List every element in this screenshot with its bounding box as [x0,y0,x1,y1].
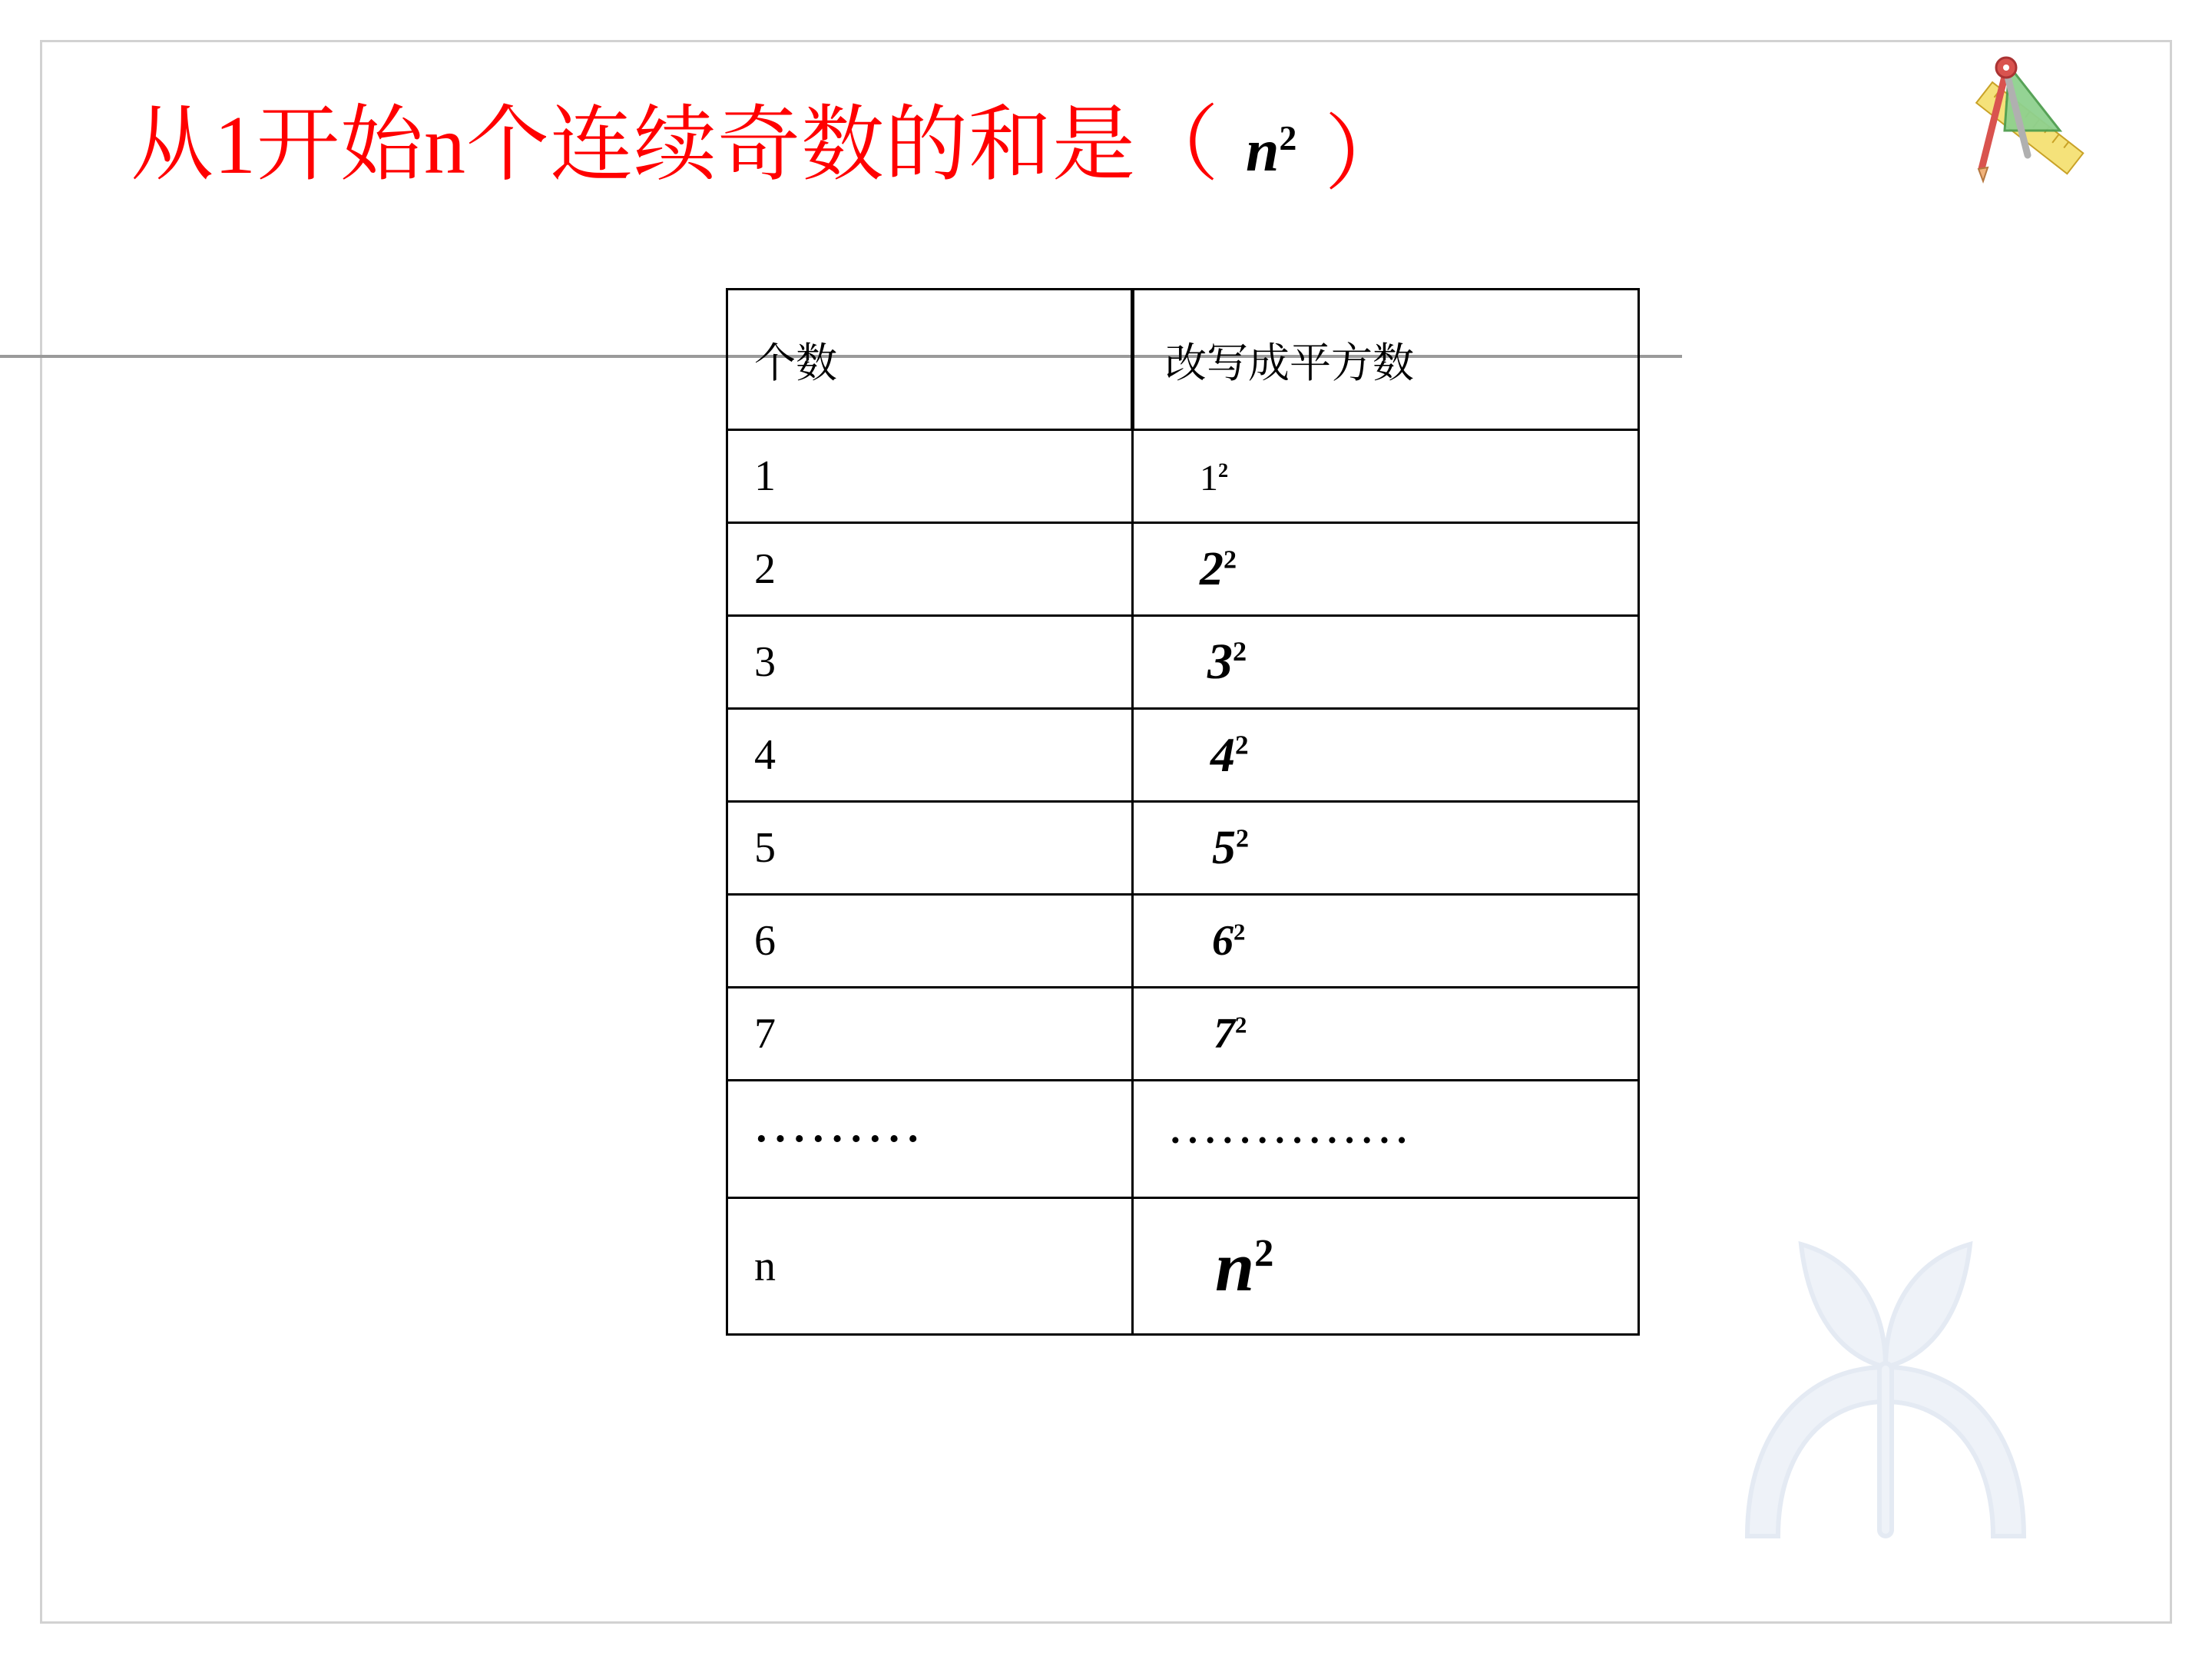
ruler-compass-clipart [1936,40,2097,201]
row-square-exp-1: 2 [1218,459,1229,482]
row-square-exp-3: 2 [1233,636,1247,667]
row-square-7 [1133,988,1639,1081]
row-square-1 [1133,430,1639,523]
row-square-base-7: 7 [1214,1010,1235,1058]
row-count-1: 1 [727,430,1133,523]
table-row [727,895,1639,988]
table-header-count: 个数 [727,290,1133,430]
ellipsis-left: ········· [754,1115,926,1163]
row-square-6 [1133,895,1639,988]
table-row [727,709,1639,802]
row-square-4 [1133,709,1639,802]
table-row [727,616,1639,709]
row-square-base-4: 4 [1210,727,1235,782]
sprout-hands-watermark [1655,1137,2131,1613]
row-square-exp-4: 2 [1235,730,1249,760]
row-square-base-5: 5 [1212,821,1236,874]
row-count-6: 6 [727,895,1133,988]
row-count-ellipsis [727,1081,1133,1198]
row-square-exp-7: 2 [1235,1012,1247,1038]
row-square-n [1133,1198,1639,1335]
row-count-7: 7 [727,988,1133,1081]
table-header-square: 改写成平方数 [1133,290,1639,430]
row-square-base-n: n [1215,1227,1255,1306]
row-count-2: 2 [727,523,1133,616]
row-square-exp-5: 2 [1236,823,1250,853]
row-square-ellipsis [1133,1081,1639,1198]
row-square-exp-2: 2 [1224,545,1237,574]
row-square-exp-n: 2 [1254,1230,1274,1274]
row-square-base-1: 1 [1200,458,1218,498]
row-square-exp-6: 2 [1233,919,1246,945]
title-answer-exponent: 2 [1279,118,1297,157]
title-answer-base: n [1246,117,1280,184]
row-count-4: 4 [727,709,1133,802]
table-header-row [727,290,1639,430]
row-count-n: n [727,1198,1133,1335]
squares-table-wrap [726,288,1617,1336]
squares-table [726,288,1640,1336]
row-square-base-3: 3 [1207,634,1233,690]
title-text: 从1开始n个连续奇数的和是（ [131,99,1220,191]
table-row [727,802,1639,895]
table-row [727,988,1639,1081]
title-answer-expression [1246,116,1296,185]
row-count-5: 5 [727,802,1133,895]
table-row [727,523,1639,616]
row-square-3 [1133,616,1639,709]
table-row-ellipsis [727,1081,1639,1198]
row-count-3: 3 [727,616,1133,709]
table-row [727,430,1639,523]
row-square-5 [1133,802,1639,895]
row-square-base-6: 6 [1212,917,1233,965]
title-close-paren: ） [1324,108,1408,200]
page-title [131,84,2051,207]
row-square-2 [1133,523,1639,616]
row-square-base-2: 2 [1200,542,1224,595]
table-row-n [727,1198,1639,1335]
ellipsis-right: ·············· [1169,1118,1413,1161]
